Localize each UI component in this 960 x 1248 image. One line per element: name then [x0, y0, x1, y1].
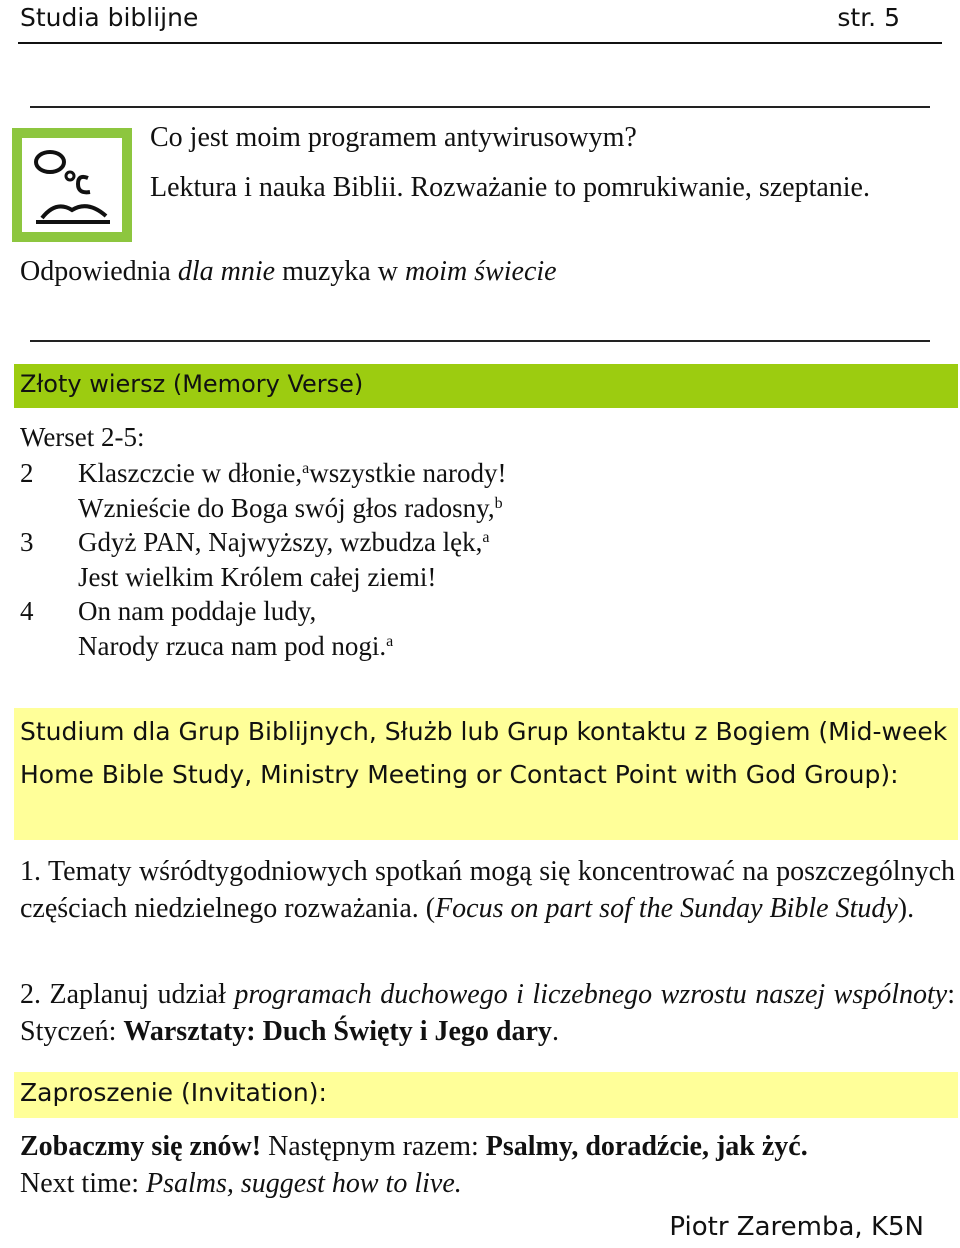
study-p2-middle: : Styczeń: [20, 979, 955, 1047]
intro-question: Co jest moim programem antywirusowym? [150, 122, 637, 153]
study-p2-end: . [551, 1016, 559, 1047]
verse-line [20, 525, 506, 560]
music-line [20, 256, 557, 288]
closing-bold-2: Psalmy, doradźcie, jak żyć. [485, 1131, 808, 1162]
page-header [18, 0, 942, 44]
verse-number: 4 [20, 596, 34, 627]
author-signature: Piotr Zaremba, K5N [669, 1212, 924, 1242]
study-paragraph-1 [20, 853, 955, 927]
study-p1-english: Focus on part sof the Sunday Bible Study [435, 893, 898, 924]
verse-heading: Werset 2-5: [20, 422, 145, 452]
study-p2-bold: Warsztaty: Duch Święty i Jego dary [123, 1016, 552, 1047]
music-text-3: muzyka w [275, 256, 405, 287]
verse-line [20, 456, 506, 491]
closing-text-2: Next time: [20, 1168, 146, 1199]
footnote-mark: b [494, 494, 503, 512]
music-text-1: Odpowiednia [20, 256, 178, 287]
verse-text-rest: wszystkie narody! [309, 458, 507, 488]
study-p2-text: 2. Zaplanuj udział [20, 979, 235, 1010]
verse-text: On nam poddaje ludy, [78, 596, 317, 627]
study-p1-text: 1. Tematy wśródtygodniowych spotkań mogą się koncentrować na poszczególnych częściach niedzielnego rozważania. ( [20, 856, 955, 924]
verse-number [20, 560, 78, 595]
verse-line [20, 594, 506, 629]
verse-line [20, 491, 506, 526]
study-p2-italic: programach duchowego i liczebnego wzrostu naszej wspólnoty [234, 979, 948, 1010]
closing-text [20, 1128, 808, 1202]
music-text-4: moim świecie [404, 256, 557, 287]
verse-text: Jest wielkim Królem całej ziemi! [78, 561, 437, 592]
divider-top [30, 106, 930, 108]
study-paragraph-2 [20, 976, 955, 1050]
divider-middle [30, 340, 930, 342]
footnote-mark: a [482, 529, 490, 547]
page-number: str. 5 [837, 3, 900, 32]
invitation-title: Zaproszenie (Invitation): [14, 1072, 958, 1118]
verse-line [20, 560, 506, 595]
memory-verse-title: Złoty wiersz (Memory Verse) [14, 364, 958, 408]
verse-line [20, 629, 506, 664]
verse-list [20, 456, 506, 664]
verse-number: 2 [20, 458, 34, 488]
study-title: Studium dla Grup Biblijnych, Służb lub Grup kontaktu z Bogiem (Mid-week Home Bible Study, Ministry Meeting or Contact Point with God Group): [14, 708, 958, 840]
intro-answer: Lektura i nauka Biblii. Rozważanie to pomrukiwanie, szeptanie. [150, 172, 870, 203]
footnote-mark: a [302, 460, 310, 477]
closing-italic: Psalms, suggest how to live. [145, 1168, 462, 1199]
verse-text: Gdyż PAN, Najwyższy, wzbudza lęk, [78, 527, 483, 558]
verse-number: 3 [20, 527, 34, 558]
music-text-2: dla mnie [177, 256, 276, 287]
closing-line-2 [20, 1165, 808, 1202]
verse-number [20, 491, 78, 526]
closing-bold-1: Zobaczmy się znów! [20, 1131, 262, 1162]
verse-text: Klaszczcie w dłonie, [78, 458, 303, 488]
logo [12, 128, 132, 242]
closing-line-1 [20, 1128, 808, 1165]
footnote-mark: a [386, 632, 394, 650]
verse-text: Wznieście do Boga swój głos radosny, [78, 492, 495, 523]
header-title: Studia biblijne [20, 3, 199, 32]
thinking-person-icon [22, 138, 122, 232]
closing-text-1: Następnym razem: [261, 1131, 486, 1162]
verse-text: Narody rzuca nam pod nogi. [78, 630, 387, 661]
verse-number [20, 629, 78, 664]
study-p1-end: ). [897, 893, 915, 924]
